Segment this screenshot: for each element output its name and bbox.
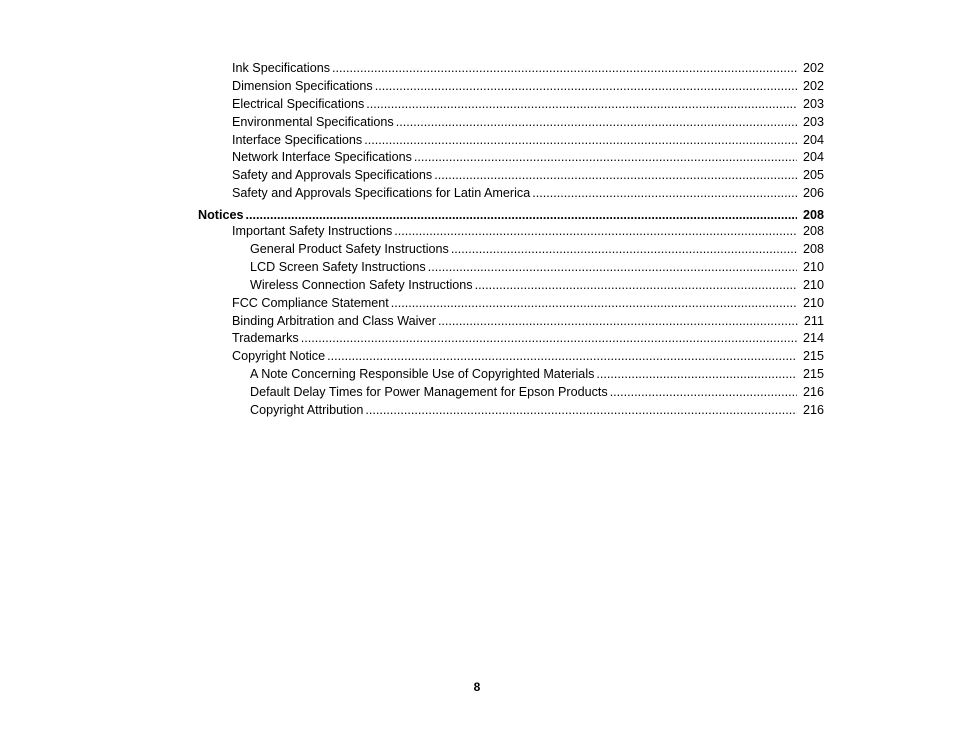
dot-leader (364, 132, 797, 150)
toc-entry-page-number: 208 (802, 224, 824, 239)
toc-entry[interactable] (198, 167, 824, 185)
toc-entry-page-number: 210 (802, 259, 824, 274)
toc-entry[interactable] (198, 132, 824, 150)
toc-entry-title: Wireless Connection Safety Instructions (250, 277, 473, 292)
dot-leader (366, 96, 797, 114)
toc-entry-page-number: 205 (802, 168, 824, 183)
dot-leader (375, 78, 797, 96)
toc-entry[interactable] (198, 348, 824, 366)
dot-leader (434, 167, 797, 185)
dot-leader (365, 402, 797, 420)
toc-entry-title: Binding Arbitration and Class Waiver (232, 313, 436, 328)
toc-entry-page-number: 216 (802, 403, 824, 418)
toc-entry-title: Ink Specifications (232, 61, 331, 75)
toc-entry-title: Network Interface Specifications (232, 150, 412, 165)
dot-leader (610, 384, 797, 402)
toc-entry-page-number: 208 (802, 242, 824, 257)
dot-leader (596, 366, 797, 384)
toc-entry[interactable] (198, 295, 824, 313)
dot-leader (394, 223, 797, 241)
toc-entry[interactable] (198, 185, 824, 203)
toc-entry[interactable] (198, 78, 824, 96)
dot-leader (428, 259, 797, 277)
toc-entry-page-number: 216 (802, 385, 824, 400)
dot-leader (396, 114, 797, 132)
dot-leader (332, 60, 797, 78)
toc-entry[interactable] (198, 277, 824, 295)
toc-entry-title: Trademarks (232, 331, 299, 346)
toc-entry-page-number: 204 (802, 150, 824, 165)
dot-leader (301, 330, 797, 348)
toc-entry[interactable] (198, 330, 824, 348)
toc-entry[interactable] (198, 313, 824, 331)
toc-entry-title: LCD Screen Safety Instructions (250, 259, 426, 274)
toc-entry-title: Important Safety Instructions (232, 224, 393, 239)
dot-leader (414, 149, 797, 167)
toc-entry-page-number: 203 (802, 114, 824, 129)
toc-entry-title: Safety and Approvals Specifications for Latin America (232, 186, 531, 201)
toc-entry[interactable] (198, 384, 824, 402)
table-of-contents (198, 60, 824, 420)
toc-entry-title: FCC Compliance Statement (232, 295, 389, 310)
toc-entry-page-number: 210 (802, 277, 824, 292)
toc-entry[interactable] (198, 114, 824, 132)
toc-entry[interactable] (198, 259, 824, 277)
toc-entry-page-number: 202 (802, 61, 824, 75)
toc-entry-page-number: 210 (802, 295, 824, 310)
toc-entry-page-number: 208 (802, 208, 824, 223)
toc-entry-title: Electrical Specifications (232, 96, 365, 111)
toc-entry[interactable] (198, 60, 824, 78)
toc-entry-page-number: 211 (803, 313, 824, 328)
toc-entry[interactable] (198, 149, 824, 167)
toc-entry[interactable] (198, 96, 824, 114)
dot-leader (327, 348, 797, 366)
toc-entry-title: Interface Specifications (232, 132, 363, 147)
toc-entry-title: Notices (198, 208, 244, 223)
toc-entry-title: Default Delay Times for Power Management for Epson Products (250, 385, 608, 400)
toc-entry-page-number: 203 (802, 96, 824, 111)
toc-entry-page-number: 215 (802, 367, 824, 382)
dot-leader (451, 241, 797, 259)
dot-leader (532, 185, 797, 203)
toc-entry-page-number: 206 (802, 186, 824, 201)
toc-entry-title: Copyright Attribution (250, 403, 364, 418)
dot-leader (391, 295, 797, 313)
dot-leader (438, 313, 798, 331)
toc-entry-page-number: 214 (802, 331, 824, 346)
toc-entry-title: A Note Concerning Responsible Use of Copyrighted Materials (250, 367, 595, 382)
toc-entry[interactable] (198, 402, 824, 420)
page-number: 8 (473, 680, 481, 694)
toc-entry[interactable] (198, 241, 824, 259)
toc-entry[interactable] (198, 223, 824, 241)
toc-entry-title: Safety and Approvals Specifications (232, 168, 433, 183)
toc-entry[interactable] (198, 366, 824, 384)
toc-entry-page-number: 215 (802, 349, 824, 364)
dot-leader (475, 277, 797, 295)
toc-entry-page-number: 202 (802, 78, 824, 93)
toc-entry-page-number: 204 (802, 132, 824, 147)
toc-entry-title: General Product Safety Instructions (250, 242, 449, 257)
toc-entry-title: Environmental Specifications (232, 114, 394, 129)
toc-entry-title: Dimension Specifications (232, 78, 373, 93)
toc-entry-title: Copyright Notice (232, 349, 326, 364)
